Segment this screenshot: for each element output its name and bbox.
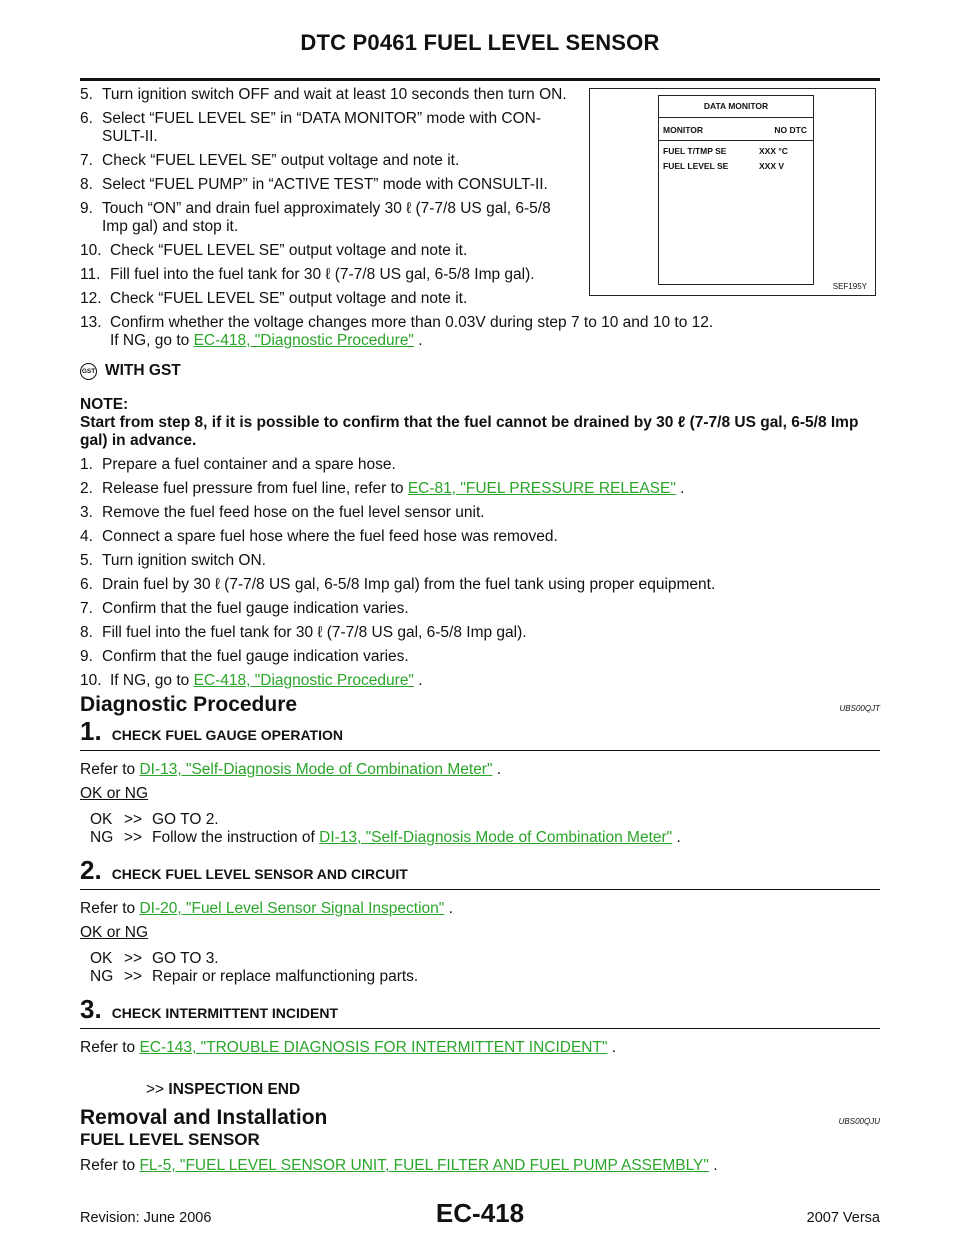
diagnostic-procedure-link[interactable]: EC-418, "Diagnostic Procedure" <box>193 672 414 689</box>
step-item: 4. Connect a spare fuel hose where the fuel feed hose was removed. <box>80 528 558 545</box>
step-item: 10. Check “FUEL LEVEL SE” output voltage and note it. <box>80 242 468 259</box>
vehicle-model: 2007 Versa <box>806 1210 880 1226</box>
step-item: 10. If NG, go to EC-418, "Diagnostic Procedure" . <box>80 672 423 689</box>
gst-icon: GST <box>80 363 97 380</box>
step-item: 12. Check “FUEL LEVEL SE” output voltage and note it. <box>80 290 468 307</box>
removal-subtitle: FUEL LEVEL SENSOR <box>80 1130 260 1149</box>
step-item: 7. Check “FUEL LEVEL SE” output voltage and note it. <box>80 152 460 169</box>
step-item: 8. Fill fuel into the fuel tank for 30 ℓ (7-7/8 US gal, 6-5/8 Imp gal). <box>80 624 527 641</box>
step-item: 3. Remove the fuel feed hose on the fuel level sensor unit. <box>80 504 485 521</box>
monitor-col-label: MONITOR <box>663 125 703 135</box>
monitor-row-label: FUEL LEVEL SE <box>663 161 729 171</box>
fuel-level-sensor-unit-link[interactable]: FL-5, "FUEL LEVEL SENSOR UNIT, FUEL FILTER AND FUEL PUMP ASSEMBLY" <box>139 1157 709 1174</box>
step-item: 9. Confirm that the fuel gauge indication varies. <box>80 648 409 665</box>
fuel-pressure-release-link[interactable]: EC-81, "FUEL PRESSURE RELEASE" <box>407 480 676 497</box>
page-title: DTC P0461 FUEL LEVEL SENSOR <box>300 30 660 55</box>
intermittent-incident-link[interactable]: EC-143, "TROUBLE DIAGNOSIS FOR INTERMITTENT INCIDENT" <box>139 1039 608 1056</box>
note-label: NOTE: <box>80 396 129 413</box>
figure-code: SEF195Y <box>832 282 867 291</box>
step-item: 8. Select “FUEL PUMP” in “ACTIVE TEST” mode with CONSULT-II. <box>80 176 548 193</box>
title-rule <box>80 78 880 81</box>
step-item: 13. Confirm whether the voltage changes more than 0.03V during step 7 to 10 and 10 to 12. If NG, go to EC-418, "Diagnostic Procedure" . <box>80 314 714 349</box>
result-ng: NG >> Follow the instruction of DI-13, "Self-Diagnosis Mode of Combination Meter" . <box>90 829 681 846</box>
diagnostic-procedure-heading: Diagnostic Procedure UBS00QJT <box>80 693 880 716</box>
step-item: 7. Confirm that the fuel gauge indication varies. <box>80 600 409 617</box>
combination-meter-link[interactable]: DI-13, "Self-Diagnosis Mode of Combination Meter" <box>319 829 673 846</box>
inspection-end: >> INSPECTION END <box>146 1081 301 1098</box>
revision-date: Revision: June 2006 <box>80 1210 212 1226</box>
gst-heading: GST WITH GST <box>81 362 181 379</box>
page-number: EC-418 <box>435 1198 525 1228</box>
step-item: 6. Select “FUEL LEVEL SE” in “DATA MONITOR” mode with CON-SULT-II. <box>80 110 541 145</box>
page-content <box>80 86 880 1175</box>
step-refer: Refer to EC-143, "TROUBLE DIAGNOSIS FOR INTERMITTENT INCIDENT" . <box>80 1039 617 1056</box>
monitor-row-label: FUEL T/TMP SE <box>663 146 727 156</box>
step-item: 5. Turn ignition switch ON. <box>80 552 266 569</box>
monitor-col-status: NO DTC <box>774 125 807 135</box>
monitor-row-value: XXX V <box>759 161 785 171</box>
step-item: 6. Drain fuel by 30 ℓ (7-7/8 US gal, 6-5/8 Imp gal) from the fuel tank using proper equipment. <box>80 576 716 593</box>
step-heading: 3. CHECK INTERMITTENT INCIDENT <box>80 1000 880 1029</box>
step-item: 1. Prepare a fuel container and a spare hose. <box>80 456 396 473</box>
diagnostic-procedure-link[interactable]: EC-418, "Diagnostic Procedure" <box>193 332 414 349</box>
removal-heading: Removal and Installation UBS00QJU <box>80 1106 880 1129</box>
combination-meter-link[interactable]: DI-13, "Self-Diagnosis Mode of Combination Meter" <box>139 761 493 778</box>
note-block <box>80 396 880 450</box>
step-heading: 1. CHECK FUEL GAUGE OPERATION <box>80 722 880 751</box>
ok-or-ng-label: OK or NG <box>80 924 149 941</box>
result-ok: OK >> GO TO 3. <box>90 950 219 967</box>
result-ok: OK >> GO TO 2. <box>90 811 219 828</box>
monitor-row-value: XXX °C <box>759 146 788 156</box>
step-heading: 2. CHECK FUEL LEVEL SENSOR AND CIRCUIT <box>80 861 880 890</box>
step-refer: Refer to DI-13, "Self-Diagnosis Mode of Combination Meter" . <box>80 761 502 778</box>
result-ng: NG >> Repair or replace malfunctioning parts. <box>90 968 419 985</box>
step-item: 11. Fill fuel into the fuel tank for 30 ℓ (7-7/8 US gal, 6-5/8 Imp gal). <box>80 266 535 283</box>
gst-steps <box>80 456 880 690</box>
step-refer: Refer to DI-20, "Fuel Level Sensor Signal Inspection" . <box>80 900 453 917</box>
ok-or-ng-label: OK or NG <box>80 785 149 802</box>
step-results <box>90 950 880 986</box>
note-text: Start from step 8, if it is possible to confirm that the fuel cannot be drained by 30 ℓ (7-7/8 US gal, 6-5/8 Imp gal) in advance. <box>80 414 859 449</box>
removal-refer: Refer to FL-5, "FUEL LEVEL SENSOR UNIT, FUEL FILTER AND FUEL PUMP ASSEMBLY" . <box>80 1157 718 1174</box>
step-item: 9. Touch “ON” and drain fuel approximately 30 ℓ (7-7/8 US gal, 6-5/8 Imp gal) and stop it. <box>80 200 551 235</box>
monitor-title: DATA MONITOR <box>659 96 813 118</box>
fuel-level-sensor-signal-link[interactable]: DI-20, "Fuel Level Sensor Signal Inspection" <box>139 900 445 917</box>
consult-steps <box>80 86 880 350</box>
step-results <box>90 811 880 847</box>
step-item: 2. Release fuel pressure from fuel line, refer to EC-81, "FUEL PRESSURE RELEASE" . <box>80 480 685 497</box>
step-item: 5. Turn ignition switch OFF and wait at least 10 seconds then turn ON. <box>80 86 567 103</box>
